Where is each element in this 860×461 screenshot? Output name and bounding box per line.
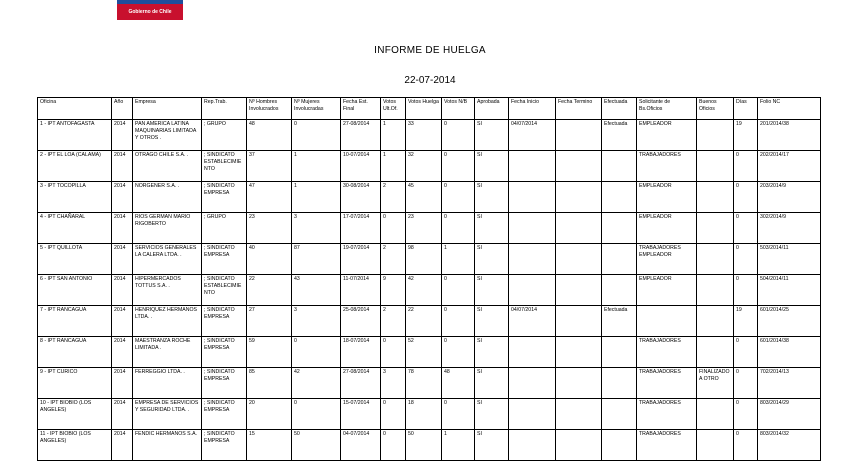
- table-cell: 0: [442, 213, 475, 244]
- table-cell: 15: [247, 430, 292, 461]
- table-cell: 1 - IPT ANTOFAGASTA: [38, 120, 112, 151]
- table-cell: [602, 368, 637, 399]
- table-cell: [697, 399, 734, 430]
- table-cell: SI: [475, 399, 509, 430]
- column-header: Buenos Oficios: [697, 98, 734, 120]
- table-cell: 32: [406, 151, 442, 182]
- table-cell: [509, 151, 556, 182]
- table-cell: TRABAJADORES EMPLEADOR: [637, 244, 697, 275]
- table-cell: 702/2014/13: [758, 368, 821, 399]
- table-cell: 0: [442, 120, 475, 151]
- table-cell: [556, 275, 602, 306]
- table-cell: [602, 182, 637, 213]
- table-cell: ; GRUPO: [202, 213, 247, 244]
- table-cell: EMPLEADOR: [637, 213, 697, 244]
- table-cell: 25-08/2014: [341, 306, 381, 337]
- table-cell: [637, 306, 697, 337]
- column-header: Fecha Inicio: [509, 98, 556, 120]
- table-cell: 0: [292, 399, 341, 430]
- table-cell: 0: [734, 244, 758, 275]
- table-cell: ; SINDICATO ESTABLECIMIENTO: [202, 151, 247, 182]
- table-cell: 803/2014/29: [758, 399, 821, 430]
- table-cell: 85: [247, 368, 292, 399]
- table-cell: 22: [247, 275, 292, 306]
- table-cell: 0: [442, 182, 475, 213]
- table-cell: 18-07/2014: [341, 337, 381, 368]
- table-cell: 5 - IPT QUILLOTA: [38, 244, 112, 275]
- table-row: [38, 275, 821, 306]
- table-cell: HENRIQUEZ HERMANOS LTDA. .: [133, 306, 202, 337]
- table-cell: 11 - IPT BIOBIO (LOS ANGELES): [38, 430, 112, 461]
- table-cell: 0: [734, 213, 758, 244]
- table-cell: [556, 306, 602, 337]
- table-cell: [602, 244, 637, 275]
- table-cell: EMPLEADOR: [637, 275, 697, 306]
- column-header: Votos Ult.Of.: [381, 98, 406, 120]
- table-cell: 2014: [112, 213, 133, 244]
- table-cell: RIOS GERMAN MARIO RIGOBERTO: [133, 213, 202, 244]
- table-cell: 3: [381, 368, 406, 399]
- table-cell: ; SINDICATO EMPRESA: [202, 430, 247, 461]
- table-cell: 59: [247, 337, 292, 368]
- table-cell: 1: [292, 151, 341, 182]
- table-row: [38, 120, 821, 151]
- table-cell: [697, 337, 734, 368]
- table-cell: 2014: [112, 120, 133, 151]
- table-cell: 9: [381, 275, 406, 306]
- table-cell: 22: [406, 306, 442, 337]
- column-header: Nº Hombres Involucrados: [247, 98, 292, 120]
- table-cell: 6 - IPT SAN ANTONIO: [38, 275, 112, 306]
- table-cell: FENDIC HERMANOS S.A.: [133, 430, 202, 461]
- table-cell: 202/2014/17: [758, 151, 821, 182]
- column-header: Fecha Termino: [556, 98, 602, 120]
- table-cell: 2: [381, 306, 406, 337]
- table-cell: SI: [475, 275, 509, 306]
- table-cell: 23: [406, 213, 442, 244]
- table-cell: 87: [292, 244, 341, 275]
- table-cell: [556, 430, 602, 461]
- table-cell: 78: [406, 368, 442, 399]
- table-cell: [697, 151, 734, 182]
- table-cell: SI: [475, 306, 509, 337]
- table-cell: 27-08/2014: [341, 368, 381, 399]
- table-cell: 50: [406, 430, 442, 461]
- table-cell: 0: [734, 275, 758, 306]
- table-cell: [509, 368, 556, 399]
- table-cell: 27-08/2014: [341, 120, 381, 151]
- table-cell: [509, 430, 556, 461]
- table-cell: 17-07/2014: [341, 213, 381, 244]
- table-cell: 601/2014/25: [758, 306, 821, 337]
- table-cell: 2014: [112, 306, 133, 337]
- table-cell: 40: [247, 244, 292, 275]
- table-row: [38, 151, 821, 182]
- table-cell: 48: [247, 120, 292, 151]
- table-cell: ; SINDICATO EMPRESA: [202, 306, 247, 337]
- table-cell: 0: [381, 430, 406, 461]
- table-cell: EMPLEADOR: [637, 120, 697, 151]
- table-cell: ; SINDICATO EMPRESA: [202, 182, 247, 213]
- table-cell: 3 - IPT TOCOPILLA: [38, 182, 112, 213]
- table-cell: 98: [406, 244, 442, 275]
- table-cell: 2014: [112, 368, 133, 399]
- table-cell: 2014: [112, 399, 133, 430]
- table-cell: [509, 244, 556, 275]
- table-cell: 04-07/2014: [341, 430, 381, 461]
- table-cell: Efectuada: [602, 306, 637, 337]
- column-header: Fecha Est. Final: [341, 98, 381, 120]
- table-cell: [556, 244, 602, 275]
- table-cell: [556, 399, 602, 430]
- table-cell: 04/07/2014: [509, 306, 556, 337]
- table-cell: 2014: [112, 151, 133, 182]
- table-cell: 42: [406, 275, 442, 306]
- table-cell: 3: [292, 306, 341, 337]
- table-cell: OTRAGO CHILE S.A. .: [133, 151, 202, 182]
- table-cell: 302/2014/9: [758, 213, 821, 244]
- table-cell: 0: [734, 368, 758, 399]
- column-header: Año: [112, 98, 133, 120]
- table-cell: 11-07/2014: [341, 275, 381, 306]
- table-row: [38, 399, 821, 430]
- table-cell: 9 - IPT CURICO: [38, 368, 112, 399]
- table-cell: 601/2014/38: [758, 337, 821, 368]
- table-cell: 52: [406, 337, 442, 368]
- table-cell: 0: [442, 399, 475, 430]
- column-header: Nº Mujeres Involucradas: [292, 98, 341, 120]
- table-cell: ; SINDICATO ESTABLECIMIENTO: [202, 275, 247, 306]
- table-cell: 18: [406, 399, 442, 430]
- table-cell: 48: [442, 368, 475, 399]
- table-cell: TRABAJADORES: [637, 399, 697, 430]
- table-cell: 0: [734, 337, 758, 368]
- table-cell: [509, 337, 556, 368]
- table-cell: 803/2014/32: [758, 430, 821, 461]
- column-header: Solicitante de Bs.Oficios: [637, 98, 697, 120]
- table-cell: 0: [442, 151, 475, 182]
- table-cell: 7 - IPT RANCAGUA: [38, 306, 112, 337]
- table-cell: 203/2014/9: [758, 182, 821, 213]
- table-row: [38, 182, 821, 213]
- table-cell: TRABAJADORES: [637, 430, 697, 461]
- table-cell: [697, 213, 734, 244]
- table-cell: [556, 368, 602, 399]
- table-cell: 1: [381, 151, 406, 182]
- strike-report-table: [37, 97, 821, 461]
- column-header: Efectuada: [602, 98, 637, 120]
- column-header: Rep.Trab.: [202, 98, 247, 120]
- table-header-row: [38, 98, 821, 120]
- table-cell: 0: [734, 151, 758, 182]
- table-cell: 0: [381, 399, 406, 430]
- table-cell: 504/2014/11: [758, 275, 821, 306]
- table-cell: 37: [247, 151, 292, 182]
- table-cell: [602, 399, 637, 430]
- table-cell: TRABAJADORES: [637, 337, 697, 368]
- table-cell: 2014: [112, 275, 133, 306]
- table-cell: 503/2014/11: [758, 244, 821, 275]
- table-cell: 0: [381, 337, 406, 368]
- table-cell: [556, 213, 602, 244]
- table-cell: 10-07/2014: [341, 151, 381, 182]
- table-cell: [556, 337, 602, 368]
- table-cell: 3: [292, 213, 341, 244]
- table-cell: 0: [442, 337, 475, 368]
- table-cell: 2014: [112, 337, 133, 368]
- table-cell: 2: [381, 182, 406, 213]
- table-cell: SI: [475, 368, 509, 399]
- table-cell: 0: [381, 213, 406, 244]
- table-cell: HIPERMERCADOS TOTTUS S.A. .: [133, 275, 202, 306]
- table-cell: 1: [442, 244, 475, 275]
- table-cell: ; SINDICATO EMPRESA: [202, 368, 247, 399]
- table-cell: SERVICIOS GENERALES LA CALERA LTDA. .: [133, 244, 202, 275]
- table-cell: 33: [406, 120, 442, 151]
- table-cell: 1: [442, 430, 475, 461]
- column-header: Aprobada: [475, 98, 509, 120]
- table-cell: 45: [406, 182, 442, 213]
- table-cell: [697, 244, 734, 275]
- table-cell: 04/07/2014: [509, 120, 556, 151]
- table-cell: 42: [292, 368, 341, 399]
- table-row: [38, 430, 821, 461]
- table-cell: SI: [475, 182, 509, 213]
- table-cell: PAN AMERICA LATINA MAQUINARIAS LIMITADA Y OTROS .: [133, 120, 202, 151]
- table-cell: 0: [734, 182, 758, 213]
- table-cell: 19-07/2014: [341, 244, 381, 275]
- table-cell: [602, 151, 637, 182]
- table-cell: 1: [292, 182, 341, 213]
- table-cell: EMPRESA DE SERVICIOS Y SEGURIDAD LTDA. .: [133, 399, 202, 430]
- column-header: Días: [734, 98, 758, 120]
- table-row: [38, 306, 821, 337]
- table-cell: 0: [442, 306, 475, 337]
- table-cell: [509, 213, 556, 244]
- table-cell: SI: [475, 213, 509, 244]
- report-title: INFORME DE HUELGA: [374, 45, 486, 56]
- table-cell: TRABAJADORES: [637, 368, 697, 399]
- table-cell: 2014: [112, 244, 133, 275]
- table-cell: Efectuada: [602, 120, 637, 151]
- table-cell: 0: [442, 275, 475, 306]
- table-row: [38, 368, 821, 399]
- table-cell: 47: [247, 182, 292, 213]
- table-cell: 20: [247, 399, 292, 430]
- table-cell: FERREGGIO LTDA. .: [133, 368, 202, 399]
- table-cell: ; SINDICATO EMPRESA: [202, 244, 247, 275]
- table-cell: 27: [247, 306, 292, 337]
- table-cell: [556, 151, 602, 182]
- table-cell: 10 - IPT BIOBIO (LOS ANGELES): [38, 399, 112, 430]
- column-header: Folio NC: [758, 98, 821, 120]
- logo-text: Gobierno de Chile: [117, 4, 183, 20]
- table-cell: [697, 120, 734, 151]
- column-header: Empresa: [133, 98, 202, 120]
- table-cell: [556, 182, 602, 213]
- table-cell: SI: [475, 120, 509, 151]
- table-cell: 2: [381, 244, 406, 275]
- table-cell: 0: [292, 120, 341, 151]
- table-cell: 1: [381, 120, 406, 151]
- gobierno-logo: [117, 0, 183, 20]
- table-cell: SI: [475, 430, 509, 461]
- table-cell: [697, 182, 734, 213]
- table-cell: [509, 275, 556, 306]
- table-cell: 2014: [112, 182, 133, 213]
- table-cell: TRABAJADORES: [637, 151, 697, 182]
- column-header: Votos N/B: [442, 98, 475, 120]
- table-cell: ; SINDICATO EMPRESA: [202, 399, 247, 430]
- table-cell: 50: [292, 430, 341, 461]
- table-cell: FINALIZADO A OTRO: [697, 368, 734, 399]
- table-cell: MAESTRANZA ROCHE LIMITADA .: [133, 337, 202, 368]
- table-cell: SI: [475, 244, 509, 275]
- table-cell: 4 - IPT CHAÑARAL: [38, 213, 112, 244]
- table-cell: [697, 306, 734, 337]
- table-cell: ; GRUPO: [202, 120, 247, 151]
- table-row: [38, 337, 821, 368]
- table-cell: [509, 182, 556, 213]
- table-cell: 23: [247, 213, 292, 244]
- table-cell: 19: [734, 120, 758, 151]
- table-cell: NORGENER S.A. .: [133, 182, 202, 213]
- table-cell: 19: [734, 306, 758, 337]
- table-row: [38, 244, 821, 275]
- table-cell: 0: [734, 430, 758, 461]
- table-cell: 2014: [112, 430, 133, 461]
- table-cell: 15-07/2014: [341, 399, 381, 430]
- table-cell: [602, 275, 637, 306]
- table-cell: [556, 120, 602, 151]
- table-cell: [697, 275, 734, 306]
- table-cell: 0: [734, 399, 758, 430]
- table-cell: 201/2014/38: [758, 120, 821, 151]
- column-header: Votos Huelga: [406, 98, 442, 120]
- table-cell: SI: [475, 151, 509, 182]
- table-cell: ; SINDICATO EMPRESA: [202, 337, 247, 368]
- report-date: 22-07-2014: [404, 75, 456, 86]
- table-cell: SI: [475, 337, 509, 368]
- table-cell: 2 - IPT EL LOA (CALAMA): [38, 151, 112, 182]
- column-header: Oficina: [38, 98, 112, 120]
- table-cell: EMPLEADOR: [637, 182, 697, 213]
- table-cell: [509, 399, 556, 430]
- table-row: [38, 213, 821, 244]
- table-cell: [602, 430, 637, 461]
- table-cell: 8 - IPT RANCAGUA: [38, 337, 112, 368]
- table-cell: 43: [292, 275, 341, 306]
- table-cell: [602, 337, 637, 368]
- table-cell: [697, 430, 734, 461]
- table-cell: 0: [292, 337, 341, 368]
- table-cell: 30-08/2014: [341, 182, 381, 213]
- table-cell: [602, 213, 637, 244]
